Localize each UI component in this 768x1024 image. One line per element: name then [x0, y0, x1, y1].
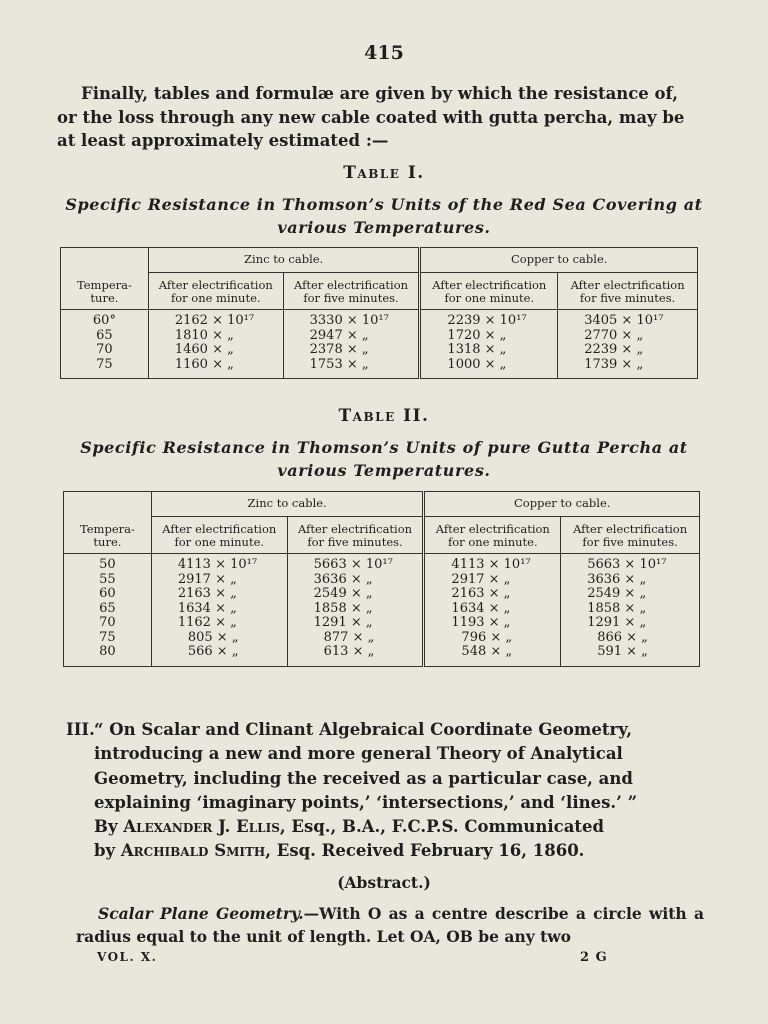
- blank-cell: [64, 492, 152, 517]
- footer-volume: VOL. X.: [97, 950, 158, 964]
- header-line: After electrification: [570, 278, 685, 292]
- cell-value: 1720 × „: [447, 327, 507, 343]
- table-1-heading: Table I.: [343, 163, 425, 183]
- cell-value: 1460 × „: [174, 342, 234, 357]
- temp-value: 50: [99, 557, 116, 572]
- author-credentials: , Esq., B.A., F.C.P.S. Communicated: [279, 817, 605, 837]
- cell-value: 4113 × 10¹⁷: [177, 557, 258, 572]
- col-header-zinc-five: [283, 273, 420, 310]
- cell-value: 1634 × „: [177, 600, 237, 616]
- temp-value: 60°: [92, 313, 116, 328]
- table-2-caption: [60, 436, 708, 482]
- table-1-caption: [60, 193, 708, 239]
- cell-value: 2162 × 10¹⁷: [174, 313, 255, 328]
- temp-value: 75: [96, 356, 113, 372]
- temp-value: 60: [99, 586, 116, 601]
- table-1: [60, 247, 698, 379]
- temp-value: 70: [99, 615, 116, 630]
- cell-value: 1739 × „: [584, 356, 644, 372]
- header-line: ture.: [90, 290, 119, 305]
- cell-value: 1318 × „: [447, 342, 507, 357]
- cell-value: 1810 × „: [174, 327, 234, 343]
- intro-line: or the loss through any new cable coated with gutta percha, may be: [57, 107, 685, 127]
- group-zinc: Zinc to cable.: [148, 248, 420, 273]
- col-header-copper-one: [424, 517, 561, 554]
- header-line: After electrification: [432, 278, 547, 292]
- group-copper: Copper to cable.: [420, 248, 698, 273]
- cell-value: 3636 × „: [313, 571, 373, 587]
- body-paragraph: [76, 902, 704, 948]
- cell-value: 1162 × „: [177, 615, 237, 630]
- cell-value: 591 × „: [597, 644, 648, 659]
- col-header-zinc-one: [148, 273, 283, 310]
- cell-value: 2239 × „: [584, 342, 644, 357]
- communicator-name: Archibald Smith: [120, 841, 266, 861]
- header-line: for one minute.: [174, 535, 265, 549]
- caption-line: Specific Resistance in Thomson’s Units of the Red Sea Covering at: [65, 195, 703, 214]
- cell-value: 1160 × „: [174, 356, 234, 372]
- received-date: , Esq. Received February 16, 1860.: [265, 841, 585, 861]
- title-line: explaining ‘imaginary points,’ ‘intersections,’ and ‘lines.’ ”: [94, 792, 638, 812]
- col-header-temp: [64, 517, 152, 554]
- zinc-one-column: [148, 310, 283, 379]
- body-text: —With O as a centre describe a circle with a radius equal to the unit of length. Let OA, OB be any two: [76, 904, 704, 946]
- cell-value: 2947 × „: [309, 327, 369, 343]
- communicator-line: [94, 839, 706, 863]
- col-header-temp: [61, 273, 149, 310]
- cell-value: 866 × „: [597, 629, 648, 645]
- copper-one-column: [424, 554, 561, 667]
- cell-value: 1291 × „: [587, 615, 647, 630]
- temp-value: 55: [99, 571, 116, 587]
- caption-line: various Temperatures.: [277, 461, 491, 480]
- table-2: [63, 491, 700, 667]
- intro-paragraph: [57, 82, 697, 153]
- section-number: III.: [66, 720, 95, 739]
- header-line: After electrification: [294, 278, 409, 292]
- cell-value: 2378 × „: [309, 342, 369, 357]
- cell-value: 1291 × „: [313, 615, 373, 630]
- header-line: for five minutes.: [307, 535, 403, 549]
- cell-value: 2917 × „: [451, 571, 511, 587]
- lead-italic: Scalar Plane Geometry.: [98, 904, 304, 923]
- header-line: for one minute.: [170, 291, 261, 305]
- cell-value: 877 × „: [323, 629, 375, 645]
- header-line: for five minutes.: [303, 291, 399, 305]
- col-header-copper-one: [420, 273, 558, 310]
- section-title: [66, 718, 706, 864]
- title-line: Geometry, including the received as a particular case, and: [94, 768, 633, 788]
- cell-value: 1000 × „: [447, 356, 507, 372]
- header-line: After electrification: [573, 522, 688, 536]
- cell-value: 566 × „: [187, 644, 239, 659]
- by-word: By: [94, 817, 118, 837]
- cell-value: 4113 × 10¹⁷: [451, 557, 531, 572]
- group-copper: Copper to cable.: [424, 492, 700, 517]
- page-number: 415: [364, 42, 404, 64]
- cell-value: 2549 × „: [313, 586, 373, 601]
- header-line: for one minute.: [448, 535, 538, 549]
- header-line: After electrification: [298, 522, 413, 536]
- cell-value: 796 × „: [461, 629, 513, 645]
- cell-value: 548 × „: [461, 644, 513, 659]
- title-line: “ On Scalar and Clinant Algebraical Coordinate Geometry,: [94, 720, 632, 739]
- title-line: introducing a new and more general Theory of Analytical: [94, 744, 623, 764]
- temp-value: 80: [99, 644, 116, 659]
- author-line: [94, 815, 706, 839]
- cell-value: 1858 × „: [587, 600, 647, 616]
- cell-value: 2549 × „: [587, 586, 647, 601]
- cell-value: 805 × „: [187, 629, 239, 645]
- cell-value: 2239 × 10¹⁷: [447, 313, 527, 328]
- col-header-copper-five: [561, 517, 700, 554]
- cell-value: 5663 × 10¹⁷: [587, 557, 667, 572]
- col-header-copper-five: [558, 273, 698, 310]
- header-line: Tempera-: [76, 277, 132, 292]
- header-line: After electrification: [162, 522, 277, 536]
- header-line: After electrification: [158, 278, 273, 292]
- header-line: After electrification: [435, 522, 550, 536]
- header-line: ture.: [93, 534, 122, 549]
- cell-value: 3330 × 10¹⁷: [309, 313, 389, 328]
- header-line: for five minutes.: [582, 535, 678, 549]
- intro-line: Finally, tables and formulæ are given by which the resistance of,: [81, 84, 679, 103]
- cell-value: 3636 × „: [587, 571, 647, 587]
- cell-value: 1634 × „: [451, 600, 511, 616]
- temp-value: 70: [96, 342, 113, 357]
- col-header-zinc-one: [151, 517, 287, 554]
- table-2-heading: Table II.: [338, 406, 430, 426]
- header-line: for five minutes.: [579, 291, 676, 305]
- copper-one-column: [420, 310, 558, 379]
- cell-value: 1753 × „: [309, 356, 369, 372]
- footer-signature: 2 G: [580, 950, 608, 965]
- cell-value: 2770 × „: [584, 327, 644, 343]
- cell-value: 5663 × 10¹⁷: [313, 557, 393, 572]
- cell-value: 2163 × „: [451, 586, 511, 601]
- col-header-zinc-five: [287, 517, 424, 554]
- temp-column: [64, 554, 152, 667]
- temp-value: 75: [99, 629, 116, 645]
- zinc-five-column: [287, 554, 424, 667]
- zinc-five-column: [283, 310, 420, 379]
- cell-value: 2163 × „: [177, 586, 237, 601]
- copper-five-column: [558, 310, 698, 379]
- abstract-label: (Abstract.): [337, 873, 431, 892]
- zinc-one-column: [151, 554, 287, 667]
- temp-column: [61, 310, 149, 379]
- caption-line: Specific Resistance in Thomson’s Units of pure Gutta Percha at: [80, 438, 688, 457]
- cell-value: 3405 × 10¹⁷: [584, 313, 664, 328]
- caption-line: various Temperatures.: [277, 218, 491, 237]
- intro-line: at least approximately estimated :—: [57, 131, 389, 150]
- section-iii: [66, 718, 706, 864]
- blank-cell: [61, 248, 149, 273]
- cell-value: 2917 × „: [177, 571, 237, 587]
- temp-value: 65: [96, 327, 113, 343]
- group-zinc: Zinc to cable.: [151, 492, 424, 517]
- cell-value: 1193 × „: [451, 615, 511, 630]
- copper-five-column: [561, 554, 700, 667]
- temp-value: 65: [99, 600, 116, 616]
- cell-value: 613 × „: [323, 644, 375, 659]
- author-name: Alexander J. Ellis: [123, 817, 280, 837]
- header-line: for one minute.: [444, 291, 535, 305]
- header-line: Tempera-: [79, 521, 135, 536]
- by-word: by: [94, 841, 116, 861]
- cell-value: 1858 × „: [313, 600, 373, 616]
